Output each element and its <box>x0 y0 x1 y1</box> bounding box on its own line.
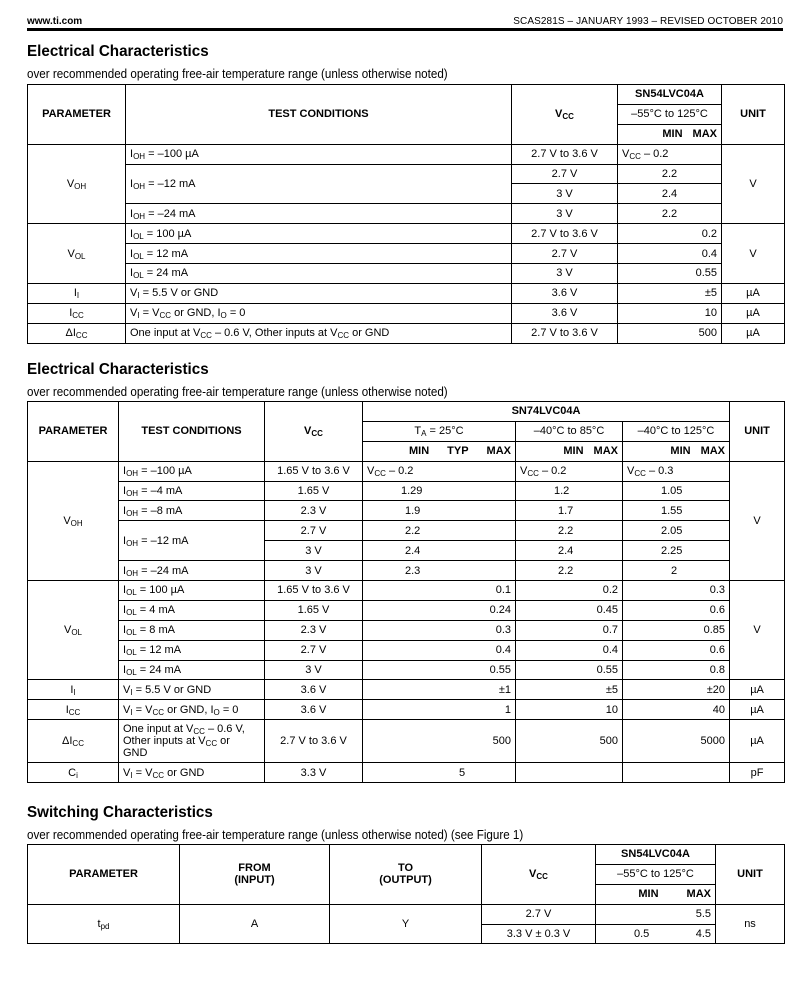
vcc-value: 3 V <box>512 184 618 204</box>
section-subtitle: over recommended operating free-air temperature range (unless otherwise noted) (see Figure 1) <box>27 828 524 842</box>
r125-value: ±20 <box>623 680 730 700</box>
section-title-electrical-sn54: Electrical Characteristics <box>27 43 209 60</box>
r125-value: 0.85 <box>623 620 730 640</box>
r85-value: 0.4 <box>516 640 623 660</box>
ta-value: $V_{CC} - 0.2$ <box>363 461 516 481</box>
ta-value: 0.3 <box>363 620 516 640</box>
table-row <box>28 600 785 620</box>
ta-value: 2.4 <box>363 541 516 561</box>
table-row <box>28 620 785 640</box>
header-test-conditions: TEST CONDITIONS <box>119 402 265 462</box>
test-condition: $I_{OL} = 100$ µA <box>126 224 512 244</box>
section-title-switching: Switching Characteristics <box>27 804 213 821</box>
table-row <box>28 164 785 184</box>
vcc-value: 2.7 V to 3.6 V <box>512 323 618 343</box>
vcc-value: 3.6 V <box>265 700 363 720</box>
test-condition: $V_I = V_{CC}$ or GND <box>119 763 265 783</box>
header-unit: UNIT <box>716 845 785 905</box>
test-condition: $I_{OH} = -4$ mA <box>119 481 265 501</box>
header-min-typ-max: MIN TYP MAX <box>363 441 516 461</box>
ta-value: 0.1 <box>363 581 516 601</box>
unit-value: V <box>722 144 785 224</box>
test-condition: $I_{OH} = -8$ mA <box>119 501 265 521</box>
r125-value: 0.3 <box>623 581 730 601</box>
header-device: SN54LVC04A <box>618 85 722 105</box>
r125-value: 0.6 <box>623 600 730 620</box>
max-value: 500 <box>618 323 722 343</box>
header-vcc: $V_{CC}$ <box>265 402 363 462</box>
r85-value: 0.55 <box>516 660 623 680</box>
header-min-max: MIN MAX <box>618 124 722 144</box>
r85-value: 0.2 <box>516 581 623 601</box>
table-row <box>28 904 785 924</box>
max-value: 0.4 <box>618 244 722 264</box>
header-range-85c: –40°C to 85°C <box>516 421 623 441</box>
header-device: SN54LVC04A <box>596 845 716 865</box>
test-condition: One input at $V_{CC} - 0.6$ V, Other inputs at $V_{CC}$ or GND <box>126 323 512 343</box>
unit-value: ns <box>716 904 785 944</box>
table-row <box>28 481 785 501</box>
param-tpd: $t_{pd}$ <box>28 904 180 944</box>
vcc-value: 2.7 V to 3.6 V <box>265 720 363 763</box>
ta-value: 1.29 <box>363 481 516 501</box>
header-device: SN74LVC04A <box>363 402 730 422</box>
test-condition: $V_I = 5.5$ V or GND <box>119 680 265 700</box>
r125-value: 40 <box>623 700 730 720</box>
vcc-value: 2.7 V <box>512 164 618 184</box>
table-row <box>28 700 785 720</box>
vcc-value: 2.7 V <box>265 640 363 660</box>
test-condition: $I_{OL} = 12$ mA <box>119 640 265 660</box>
vcc-value: 2.7 V <box>482 904 596 924</box>
header-to-output: TO (OUTPUT) <box>330 845 482 905</box>
header-parameter: PARAMETER <box>28 402 119 462</box>
param-vol: $V_{OL}$ <box>28 224 126 284</box>
ta-value: 1 <box>363 700 516 720</box>
ta-value: 1.9 <box>363 501 516 521</box>
ta-value: 0.55 <box>363 660 516 680</box>
vcc-value: 3.6 V <box>512 303 618 323</box>
table-row <box>28 521 785 541</box>
vcc-value: 2.7 V <box>265 521 363 541</box>
test-condition: $I_{OL} = 24$ mA <box>119 660 265 680</box>
unit-value: V <box>722 224 785 284</box>
test-condition: $I_{OL} = 8$ mA <box>119 620 265 640</box>
r125-value: 2.05 <box>623 521 730 541</box>
r85-value: ±5 <box>516 680 623 700</box>
vcc-value: 2.7 V to 3.6 V <box>512 224 618 244</box>
param-ci: $C_i$ <box>28 763 119 783</box>
header-ta-25c: $T_A = 25^\circ C$ <box>363 421 516 441</box>
ta-value: ±1 <box>363 680 516 700</box>
ta-value: 2.3 <box>363 561 516 581</box>
r85-value: $V_{CC} - 0.2$ <box>516 461 623 481</box>
header-unit: UNIT <box>722 85 785 145</box>
vcc-value: 2.7 V to 3.6 V <box>512 144 618 164</box>
section-subtitle: over recommended operating free-air temperature range (unless otherwise noted) <box>27 385 448 399</box>
header-from-input: FROM (INPUT) <box>180 845 330 905</box>
r85-value: 2.2 <box>516 521 623 541</box>
header-rule <box>27 28 783 31</box>
test-condition: $I_{OL} = 4$ mA <box>119 600 265 620</box>
test-condition: $V_I = V_{CC}$ or GND, $I_O = 0$ <box>126 303 512 323</box>
vcc-value: 3 V <box>265 660 363 680</box>
max-value: ±5 <box>618 283 722 303</box>
site-url: www.ti.com <box>27 16 83 27</box>
vcc-value: 3.3 V ± 0.3 V <box>482 924 596 944</box>
max-value: 0.2 <box>618 224 722 244</box>
vcc-value: 3 V <box>265 541 363 561</box>
vcc-value: 3.6 V <box>265 680 363 700</box>
header-temp-range: –55°C to 125°C <box>618 104 722 124</box>
r125-value: $V_{CC} - 0.3$ <box>623 461 730 481</box>
vcc-value: 3.3 V <box>265 763 363 783</box>
table-row <box>28 640 785 660</box>
unit-value: V <box>730 461 785 580</box>
table-row <box>28 461 785 481</box>
param-icc: $I_{CC}$ <box>28 303 126 323</box>
min-value: 2.2 <box>618 164 722 184</box>
r125-value: 1.55 <box>623 501 730 521</box>
vcc-value: 2.7 V <box>512 244 618 264</box>
table-row <box>28 264 785 284</box>
test-condition: $I_{OH} = -100$ µA <box>126 144 512 164</box>
table-row <box>28 283 785 303</box>
ta-value: 500 <box>363 720 516 763</box>
unit-value: V <box>730 581 785 680</box>
switching-characteristics-table <box>27 844 785 944</box>
test-condition: $I_{OL} = 24$ mA <box>126 264 512 284</box>
table-row <box>28 501 785 521</box>
max-value: 10 <box>618 303 722 323</box>
r125-value: 2 <box>623 561 730 581</box>
test-condition: $I_{OL} = 12$ mA <box>126 244 512 264</box>
min-value: 2.2 <box>618 204 722 224</box>
r85-value: 0.45 <box>516 600 623 620</box>
section-title-electrical-sn74: Electrical Characteristics <box>27 361 209 378</box>
unit-value: µA <box>722 283 785 303</box>
unit-value: µA <box>730 700 785 720</box>
vcc-value: 3.6 V <box>512 283 618 303</box>
r85-value: 10 <box>516 700 623 720</box>
param-vol: $V_{OL}$ <box>28 581 119 680</box>
param-delta-icc: $\Delta I_{CC}$ <box>28 323 126 343</box>
unit-value: µA <box>722 303 785 323</box>
header-parameter: PARAMETER <box>28 85 126 145</box>
header-min-max: MIN MAX <box>516 441 623 461</box>
electrical-characteristics-sn54-table <box>27 84 785 344</box>
r85-value <box>516 763 623 783</box>
vcc-value: 3 V <box>512 264 618 284</box>
min-max-value: 0.5 4.5 <box>596 924 716 944</box>
from-input-value: A <box>180 904 330 944</box>
test-condition: $I_{OL} = 100$ µA <box>119 581 265 601</box>
table-row <box>28 224 785 244</box>
param-ii: $I_I$ <box>28 283 126 303</box>
max-value: 0.55 <box>618 264 722 284</box>
test-condition: $V_I = 5.5$ V or GND <box>126 283 512 303</box>
min-max-value: 5.5 <box>596 904 716 924</box>
electrical-characteristics-sn74-table <box>27 401 785 783</box>
unit-value: µA <box>722 323 785 343</box>
header-min-max: MIN MAX <box>596 884 716 904</box>
vcc-value: 1.65 V <box>265 481 363 501</box>
test-condition: $I_{OH} = -12$ mA <box>119 521 265 561</box>
min-value: 2.4 <box>618 184 722 204</box>
table-row <box>28 323 785 343</box>
r125-value <box>623 763 730 783</box>
section-subtitle: over recommended operating free-air temperature range (unless otherwise noted) <box>27 67 448 81</box>
table-row <box>28 204 785 224</box>
table-row <box>28 581 785 601</box>
header-test-conditions: TEST CONDITIONS <box>126 85 512 145</box>
r125-value: 0.8 <box>623 660 730 680</box>
vcc-value: 3 V <box>512 204 618 224</box>
test-condition: $I_{OH} = -24$ mA <box>119 561 265 581</box>
r125-value: 1.05 <box>623 481 730 501</box>
r85-value: 2.2 <box>516 561 623 581</box>
unit-value: µA <box>730 680 785 700</box>
param-voh: $V_{OH}$ <box>28 144 126 224</box>
header-vcc: $V_{CC}$ <box>482 845 596 905</box>
vcc-value: 3 V <box>265 561 363 581</box>
ta-value: 2.2 <box>363 521 516 541</box>
test-condition: $I_{OH} = -12$ mA <box>126 164 512 204</box>
vcc-value: 2.3 V <box>265 620 363 640</box>
table-row <box>28 720 785 763</box>
param-delta-icc: $\Delta I_{CC}$ <box>28 720 119 763</box>
r85-value: 1.7 <box>516 501 623 521</box>
test-condition: $I_{OH} = -24$ mA <box>126 204 512 224</box>
param-voh: $V_{OH}$ <box>28 461 119 580</box>
header-vcc: $V_{CC}$ <box>512 85 618 145</box>
document-revision: SCAS281S – JANUARY 1993 – REVISED OCTOBER 2010 <box>513 16 783 27</box>
r85-value: 2.4 <box>516 541 623 561</box>
table-row <box>28 561 785 581</box>
unit-value: pF <box>730 763 785 783</box>
param-ii: $I_I$ <box>28 680 119 700</box>
vcc-value: 1.65 V to 3.6 V <box>265 581 363 601</box>
header-unit: UNIT <box>730 402 785 462</box>
r125-value: 0.6 <box>623 640 730 660</box>
unit-value: µA <box>730 720 785 763</box>
table-row <box>28 660 785 680</box>
ta-value: 0.4 <box>363 640 516 660</box>
ta-value: 5 <box>363 763 516 783</box>
table-row <box>28 303 785 323</box>
to-output-value: Y <box>330 904 482 944</box>
header-temp-range: –55°C to 125°C <box>596 864 716 884</box>
test-condition: One input at $V_{CC} - 0.6$ V, Other inputs at $V_{CC}$ or GND <box>119 720 265 763</box>
table-row <box>28 244 785 264</box>
r85-value: 1.2 <box>516 481 623 501</box>
r85-value: 0.7 <box>516 620 623 640</box>
vcc-value: 1.65 V to 3.6 V <box>265 461 363 481</box>
ta-value: 0.24 <box>363 600 516 620</box>
r85-value: 500 <box>516 720 623 763</box>
table-row <box>28 680 785 700</box>
vcc-value: 2.3 V <box>265 501 363 521</box>
header-range-125c: –40°C to 125°C <box>623 421 730 441</box>
table-row <box>28 144 785 164</box>
r125-value: 2.25 <box>623 541 730 561</box>
header-min-max: MIN MAX <box>623 441 730 461</box>
min-max-value: $V_{CC} - 0.2$ <box>618 144 722 164</box>
test-condition: $I_{OH} = -100$ µA <box>119 461 265 481</box>
test-condition: $V_I = V_{CC}$ or GND, $I_O = 0$ <box>119 700 265 720</box>
vcc-value: 1.65 V <box>265 600 363 620</box>
header-parameter: PARAMETER <box>28 845 180 905</box>
table-row <box>28 763 785 783</box>
r125-value: 5000 <box>623 720 730 763</box>
param-icc: $I_{CC}$ <box>28 700 119 720</box>
